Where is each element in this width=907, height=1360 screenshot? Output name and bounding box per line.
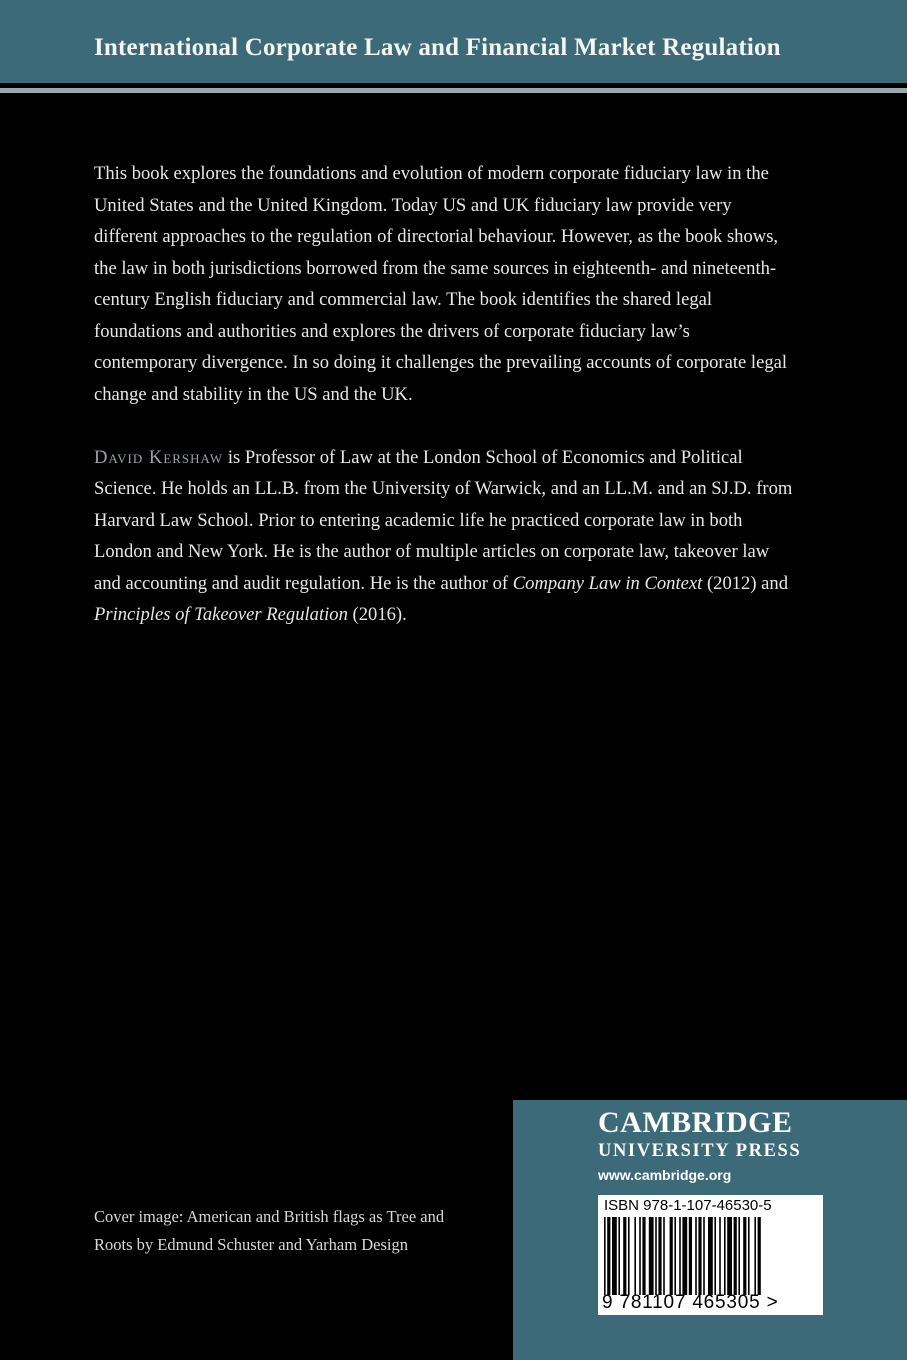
- publisher-name: CAMBRIDGE: [598, 1106, 793, 1139]
- book-description: This book explores the foundations and evolution of modern corporate fiduciary law in the United States and the United Kingdom. Today US and UK fiduciary law provide very different approaches to the regulation of directorial behaviour. However, as the book shows, the law in both jurisdictions borrowed from the same sources in eighteenth- and nineteenth-century English fiduciary and commercial law. The book identifies the shared legal foundations and authorities and explores the drivers of corporate fiduciary law’s contemporary divergence. In so doing it challenges the prevailing accounts of corporate legal change and stability in the US and the UK.: [94, 163, 788, 405]
- barcode-bar: [618, 1217, 620, 1295]
- author-bio-text: is Professor of Law at the London School of Economics and Political Science. He holds an LL.B. from the University of Warwick, and an LL.M. and an SJ.D. from Harvard Law School. Prior to entering academic life he practiced corporate law in both London and New York. He is the author of multiple articles on corporate law, takeover law and accounting and audit regulation. He is the author of: [94, 446, 793, 594]
- book-title-1: Company Law in Context: [512, 572, 703, 594]
- barcode-bar: [628, 1217, 630, 1295]
- barcode-bar: [604, 1217, 606, 1295]
- barcode-bar: [649, 1217, 654, 1295]
- barcode-bar: [695, 1217, 697, 1295]
- barcode-bar: [674, 1217, 676, 1295]
- barcode-bar: [634, 1217, 636, 1295]
- series-title: International Corporate Law and Financial Market Regulation: [94, 34, 781, 61]
- author-bio: [94, 442, 794, 631]
- barcode-bar: [738, 1217, 740, 1295]
- barcode-bar: [708, 1217, 713, 1295]
- publisher-panel: [513, 1100, 907, 1360]
- barcode-bar: [703, 1217, 705, 1295]
- barcode-bar: [679, 1217, 681, 1295]
- isbn-label: ISBN 978-1-107-46530-5: [604, 1197, 772, 1214]
- barcode-bar: [698, 1217, 701, 1295]
- barcode-bar: [642, 1217, 645, 1295]
- barcode-bar: [714, 1217, 716, 1295]
- cover-image-credit: Cover image: American and British flags as Tree and Roots by Edmund Schuster and Yarham Design: [94, 1207, 445, 1254]
- book-title-2: Principles of Takeover Regulation: [94, 604, 348, 625]
- barcode-bar: [663, 1217, 665, 1295]
- ean-digits: 9 781107 465305 >: [602, 1292, 779, 1313]
- barcode-panel: [598, 1195, 823, 1315]
- barcode-bar: [655, 1217, 657, 1295]
- barcode-bar: [727, 1217, 732, 1295]
- author-bio-join: (2012) and: [702, 572, 789, 594]
- barcode-bar: [724, 1217, 726, 1295]
- barcode-bar: [719, 1217, 721, 1295]
- barcode-bar: [658, 1217, 661, 1295]
- barcode-bar: [743, 1217, 746, 1295]
- barcode-bar: [639, 1217, 641, 1295]
- barcode-bar: [748, 1217, 750, 1295]
- publisher-subtitle: UNIVERSITY PRESS: [598, 1141, 802, 1161]
- barcode-bar: [758, 1217, 761, 1295]
- publisher-url: www.cambridge.org: [598, 1167, 732, 1183]
- barcode-bar: [607, 1217, 610, 1295]
- barcode-bar: [754, 1217, 756, 1295]
- barcode-icon: [604, 1217, 816, 1295]
- barcode-bar: [623, 1217, 626, 1295]
- back-cover-blurb: [94, 158, 794, 631]
- barcode-bar: [682, 1217, 687, 1295]
- barcode-bar: [612, 1217, 617, 1295]
- author-name: David Kershaw: [94, 446, 224, 468]
- barcode-bar: [670, 1217, 673, 1295]
- author-bio-end: (2016).: [347, 604, 407, 625]
- series-banner: [0, 0, 907, 83]
- barcode-bar: [734, 1217, 737, 1295]
- barcode-bar: [689, 1217, 692, 1295]
- divider-rule: [0, 88, 907, 93]
